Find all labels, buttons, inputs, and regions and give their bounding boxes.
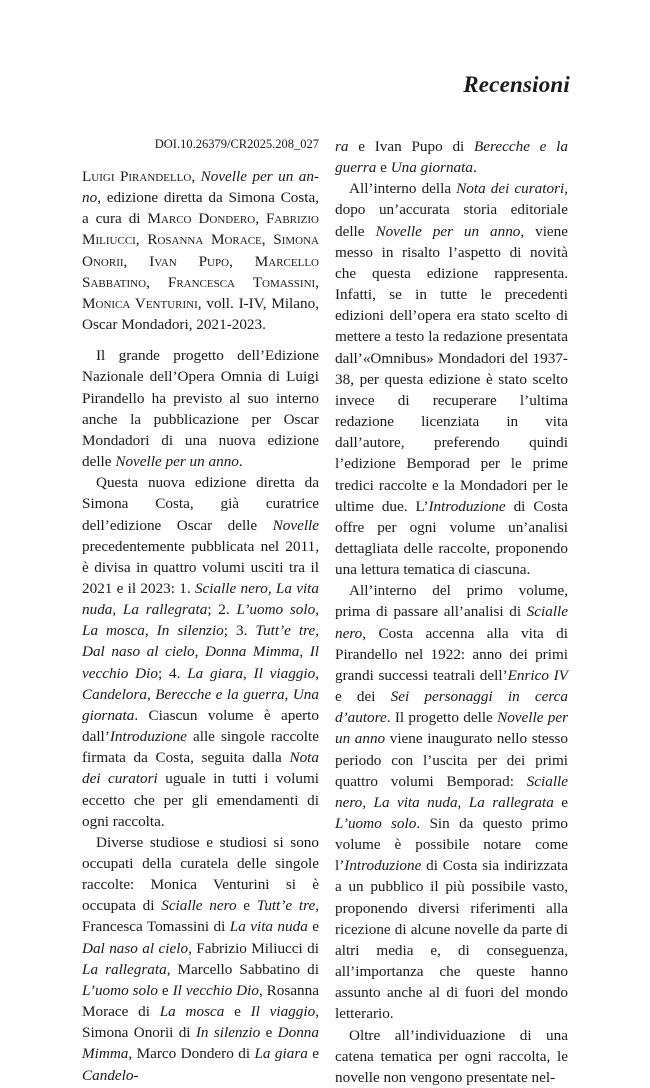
text-run: e — [307, 918, 319, 936]
italic-run: L’uomo solo, La mosca, In silenzio — [82, 601, 319, 640]
italic-run: Il vecchio Dio — [172, 981, 259, 999]
text-run: viene inaugurato nello stesso periodo con l’uscita per dei primi quattro volumi Bemporad: — [335, 730, 568, 790]
text-run: Oltre all’individuazione di una catena tematica per ogni raccolta, le novelle non vengono presentate nel- — [335, 1026, 568, 1086]
text-run: , Marco Dondero di — [128, 1045, 255, 1063]
text-run: di Costa offre per ogni volume un’analisi dettagliata delle raccolte, proponendo una lettura tematica di ciascuna. — [335, 497, 568, 579]
text-run: . — [472, 159, 477, 177]
text-run: e — [236, 897, 257, 915]
paragraph — [335, 178, 568, 580]
text-run: ; 4. — [157, 664, 188, 682]
doi-label: DOI.10.26379/CR2025.208_027 — [154, 137, 319, 151]
italic-run: Scialle nero, La vita nuda, La rallegrata — [82, 579, 319, 619]
italic-run: Il viaggio — [250, 1003, 316, 1021]
small-caps-run: Marcello Sabbatino — [82, 252, 319, 291]
small-caps-run: Simona Onorii — [82, 231, 319, 270]
text-run: , Marcello Sabbatino di — [166, 960, 319, 978]
paragraph — [82, 832, 319, 1086]
text-run: , Rosanna Morace di — [82, 981, 319, 1021]
small-caps-run: Fabrizio Miliucci — [82, 210, 319, 249]
text-run: , Costa accenna alla vita di Pirandello nel 1922: anno dei primi grandi successi teatrali dell’ — [335, 624, 568, 684]
italic-run: Novelle per un anno — [115, 453, 239, 471]
paragraph — [335, 136, 568, 178]
text-run: ; 3. — [223, 622, 256, 640]
italic-run: Berecche e la guerra — [335, 138, 568, 177]
section-title: Recensioni — [463, 72, 570, 97]
text-run: e — [307, 1045, 320, 1063]
text-run: , — [146, 273, 168, 291]
small-caps-run: Ivan Pupo — [149, 252, 230, 270]
text-run: alle singole raccolte firmata da Costa, seguita dalla — [82, 728, 319, 767]
text-run: precedentemente pubblicata nel 2011, è divisa in quattro volumi usciti tra il 2021 e il 2023: 1. — [82, 537, 319, 597]
italic-run: Novelle per un an-no — [82, 168, 319, 207]
text-run: e — [376, 159, 391, 177]
italic-run: Novelle — [272, 516, 319, 534]
italic-run: Tutt’e tre — [256, 897, 316, 915]
italic-run: Sei personaggi in cerca d’autore — [335, 688, 569, 727]
italic-run: Una giornata — [390, 159, 473, 177]
text-run: , — [261, 231, 274, 249]
right-column — [335, 136, 568, 1088]
small-caps-run: Marco Dondero — [147, 210, 256, 228]
italic-run: La giara, Il viaggio, Candelora, Berecche e la guerra, Una giornata — [82, 664, 319, 724]
text-run: , voll. I-IV, Milano, Oscar Mondadori, 2021-2023. — [82, 294, 319, 334]
italic-run: La vita nuda — [229, 918, 308, 936]
italic-run: Tutt’e tre, Dal naso al cielo, Donna Mimma, Il vecchio Dio — [82, 622, 319, 682]
paragraph — [82, 345, 319, 472]
italic-run: Introduzione — [344, 857, 422, 875]
text-run: , Simona Onorii di — [82, 1003, 319, 1042]
text-run: , dopo un’accurata storia editoriale delle — [335, 180, 569, 240]
italic-run: ra — [335, 138, 349, 155]
small-caps-run: Luigi Pirandello — [82, 168, 192, 185]
text-run: All’interno della — [349, 180, 457, 198]
text-run: e — [157, 981, 173, 999]
italic-run: Nota dei curatori — [456, 180, 565, 198]
text-run: . Ciascun volume è aperto dall’ — [82, 706, 319, 746]
text-run: e — [260, 1024, 278, 1042]
italic-run: La vita nuda — [373, 793, 458, 811]
italic-run: Introduzione — [428, 497, 506, 515]
italic-run: Dal naso al cielo — [82, 939, 189, 957]
text-run: , viene messo in risalto l’aspetto di novità che questa edizione rappresenta. Infatti, se in tutte le precedenti edizioni dell’opera era stato scelto di mettere a testo la redazione presentata dall’«Omnibus» Mondadori del 1937-38, per questa edizione è stato scelto invece di recuperare l’ultima redazione licenziata in vita dall’autore, preferendo quindi l’edizione Bemporad per le prime tredici raccolte e la Mondadori per le ultime due. L’ — [335, 222, 568, 515]
italic-run: Nota dei curatori — [82, 749, 319, 788]
text-run: uguale in tutti i volumi eccetto che per gli emendamenti di ogni raccolta. — [82, 770, 319, 830]
italic-run: Novelle per un anno — [375, 222, 521, 240]
text-run: , — [315, 273, 319, 291]
italic-run: Scialle nero — [335, 603, 568, 642]
paragraph — [335, 1025, 568, 1088]
text-run: Il grande progetto dell’Edizione Nazionale dell’Opera Omnia di Luigi Pirandello ha previsto al suo interno anche la pubblicazione per Oscar Mondadori di una nuova edizione delle — [82, 347, 319, 471]
text-run: , — [229, 252, 255, 270]
italic-run: La rallegrata — [468, 793, 554, 811]
text-run: e — [224, 1003, 251, 1021]
small-caps-run: Rosanna Morace — [147, 231, 262, 249]
italic-run: In silenzio — [195, 1024, 261, 1042]
italic-run: Enrico IV — [507, 666, 569, 684]
text-run: e dei — [335, 688, 391, 706]
text-run: , — [135, 231, 148, 249]
italic-run: L’uomo solo — [335, 815, 417, 832]
italic-run: Introduzione — [109, 728, 187, 746]
text-run: di Costa sia indirizzata a un pubblico il più possibile vasto, proponendo diversi riferimenti alla ricezione di alcune novelle da parte di altri media e, di conseguenza, all’importanza che queste hanno assunto anche al di fuori del mondo letterario. — [335, 857, 568, 1023]
text-run: , — [123, 252, 150, 270]
italic-run: Donna Mimma — [82, 1024, 319, 1063]
italic-run: Scialle nero — [335, 772, 568, 811]
text-run: . — [238, 453, 243, 471]
left-column — [82, 166, 319, 1086]
italic-run: La rallegrata — [82, 960, 167, 978]
italic-run: Scialle nero — [161, 897, 237, 915]
small-caps-run: Monica Venturini — [82, 294, 198, 312]
text-run: . Sin da questo primo volume è possibile notare come l’ — [335, 815, 568, 875]
text-run: ; 2. — [207, 601, 237, 619]
text-run: , Fabrizio Miliucci di — [188, 939, 319, 957]
text-run: , edizione diretta da Simona Costa, a cura di — [82, 189, 319, 228]
text-run: , — [457, 793, 469, 811]
paragraph — [82, 472, 319, 832]
text-run: Questa nuova edizione diretta da Simona Costa, già curatrice dell’edizione Oscar delle — [82, 474, 319, 534]
text-run: e Ivan Pupo di — [348, 138, 475, 155]
book-reference — [82, 166, 319, 335]
text-run: , — [362, 793, 374, 811]
italic-run: La mosca — [159, 1003, 225, 1021]
paragraph — [335, 580, 568, 1024]
text-run: , — [191, 168, 201, 185]
text-run: All’interno del primo volume, prima di passare all’analisi di — [335, 582, 568, 621]
text-run: Diverse studiose e studiosi si sono occupati della curatela delle singole raccolte: Monica Venturini si è occupata di — [82, 833, 319, 915]
text-run: , Francesca Tomassini di — [82, 897, 319, 936]
italic-run: Candelo- — [82, 1066, 139, 1084]
text-run: , — [255, 210, 266, 228]
italic-run: L’uomo solo — [82, 981, 158, 999]
text-run: e — [553, 793, 568, 811]
italic-run: Novelle per un anno — [335, 709, 568, 748]
text-run: . Il progetto delle — [386, 709, 498, 727]
italic-run: La giara — [254, 1045, 308, 1063]
small-caps-run: Francesca Tomassini — [167, 273, 316, 291]
